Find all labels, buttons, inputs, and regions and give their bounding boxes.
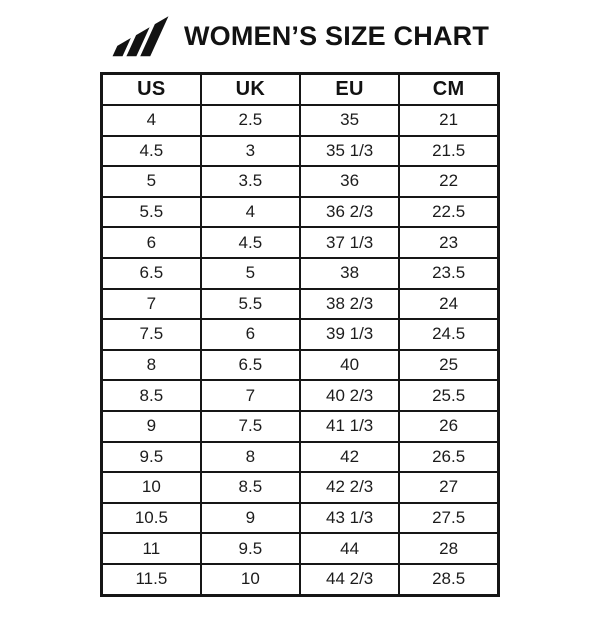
table-cell: 41 1/3 xyxy=(300,411,399,442)
table-cell: 3 xyxy=(201,136,300,167)
table-cell: 21.5 xyxy=(399,136,498,167)
table-cell: 8.5 xyxy=(102,380,201,411)
table-cell: 9 xyxy=(102,411,201,442)
table-row xyxy=(102,105,499,136)
table-cell: 5.5 xyxy=(201,289,300,320)
column-header-us: US xyxy=(102,74,201,106)
table-cell: 4 xyxy=(102,105,201,136)
table-row xyxy=(102,411,499,442)
table-cell: 44 2/3 xyxy=(300,564,399,595)
size-table-header-row xyxy=(102,74,499,106)
table-cell: 9 xyxy=(201,503,300,534)
table-cell: 24.5 xyxy=(399,319,498,350)
table-cell: 42 2/3 xyxy=(300,472,399,503)
table-row xyxy=(102,289,499,320)
adidas-logo-icon xyxy=(111,14,171,58)
table-cell: 4.5 xyxy=(102,136,201,167)
table-cell: 7.5 xyxy=(201,411,300,442)
table-cell: 23.5 xyxy=(399,258,498,289)
table-cell: 10.5 xyxy=(102,503,201,534)
table-row xyxy=(102,380,499,411)
table-cell: 25 xyxy=(399,350,498,381)
table-row xyxy=(102,319,499,350)
table-cell: 44 xyxy=(300,533,399,564)
table-cell: 10 xyxy=(201,564,300,595)
table-cell: 36 xyxy=(300,166,399,197)
table-cell: 43 1/3 xyxy=(300,503,399,534)
table-row xyxy=(102,350,499,381)
table-cell: 26.5 xyxy=(399,442,498,473)
table-cell: 4 xyxy=(201,197,300,228)
table-cell: 35 1/3 xyxy=(300,136,399,167)
column-header-uk: UK xyxy=(201,74,300,106)
table-cell: 23 xyxy=(399,227,498,258)
table-row xyxy=(102,442,499,473)
table-row xyxy=(102,197,499,228)
table-cell: 40 2/3 xyxy=(300,380,399,411)
table-row xyxy=(102,472,499,503)
table-cell: 6 xyxy=(201,319,300,350)
table-cell: 42 xyxy=(300,442,399,473)
size-table xyxy=(100,72,500,597)
table-row xyxy=(102,227,499,258)
table-cell: 9.5 xyxy=(102,442,201,473)
table-row xyxy=(102,258,499,289)
table-cell: 21 xyxy=(399,105,498,136)
header xyxy=(0,0,600,61)
table-cell: 3.5 xyxy=(201,166,300,197)
table-cell: 5 xyxy=(102,166,201,197)
table-cell: 38 xyxy=(300,258,399,289)
table-row xyxy=(102,166,499,197)
table-cell: 38 2/3 xyxy=(300,289,399,320)
table-cell: 7 xyxy=(201,380,300,411)
table-row xyxy=(102,533,499,564)
table-cell: 27 xyxy=(399,472,498,503)
column-header-eu: EU xyxy=(300,74,399,106)
table-cell: 7.5 xyxy=(102,319,201,350)
table-cell: 24 xyxy=(399,289,498,320)
table-cell: 6 xyxy=(102,227,201,258)
size-table-head xyxy=(102,74,499,106)
table-cell: 28.5 xyxy=(399,564,498,595)
table-cell: 10 xyxy=(102,472,201,503)
table-cell: 11.5 xyxy=(102,564,201,595)
table-cell: 25.5 xyxy=(399,380,498,411)
table-row xyxy=(102,136,499,167)
table-cell: 27.5 xyxy=(399,503,498,534)
table-cell: 22.5 xyxy=(399,197,498,228)
table-cell: 2.5 xyxy=(201,105,300,136)
size-table-body xyxy=(102,105,499,595)
table-cell: 5.5 xyxy=(102,197,201,228)
table-cell: 8 xyxy=(201,442,300,473)
table-cell: 6.5 xyxy=(201,350,300,381)
table-cell: 4.5 xyxy=(201,227,300,258)
table-cell: 8 xyxy=(102,350,201,381)
table-row xyxy=(102,564,499,595)
table-cell: 7 xyxy=(102,289,201,320)
table-cell: 40 xyxy=(300,350,399,381)
table-cell: 11 xyxy=(102,533,201,564)
table-cell: 39 1/3 xyxy=(300,319,399,350)
column-header-cm: CM xyxy=(399,74,498,106)
table-cell: 36 2/3 xyxy=(300,197,399,228)
table-cell: 37 1/3 xyxy=(300,227,399,258)
table-cell: 6.5 xyxy=(102,258,201,289)
table-cell: 26 xyxy=(399,411,498,442)
table-cell: 5 xyxy=(201,258,300,289)
table-cell: 35 xyxy=(300,105,399,136)
table-cell: 28 xyxy=(399,533,498,564)
table-cell: 9.5 xyxy=(201,533,300,564)
table-row xyxy=(102,503,499,534)
table-cell: 8.5 xyxy=(201,472,300,503)
page-title: WOMEN’S SIZE CHART xyxy=(183,20,490,51)
table-cell: 22 xyxy=(399,166,498,197)
